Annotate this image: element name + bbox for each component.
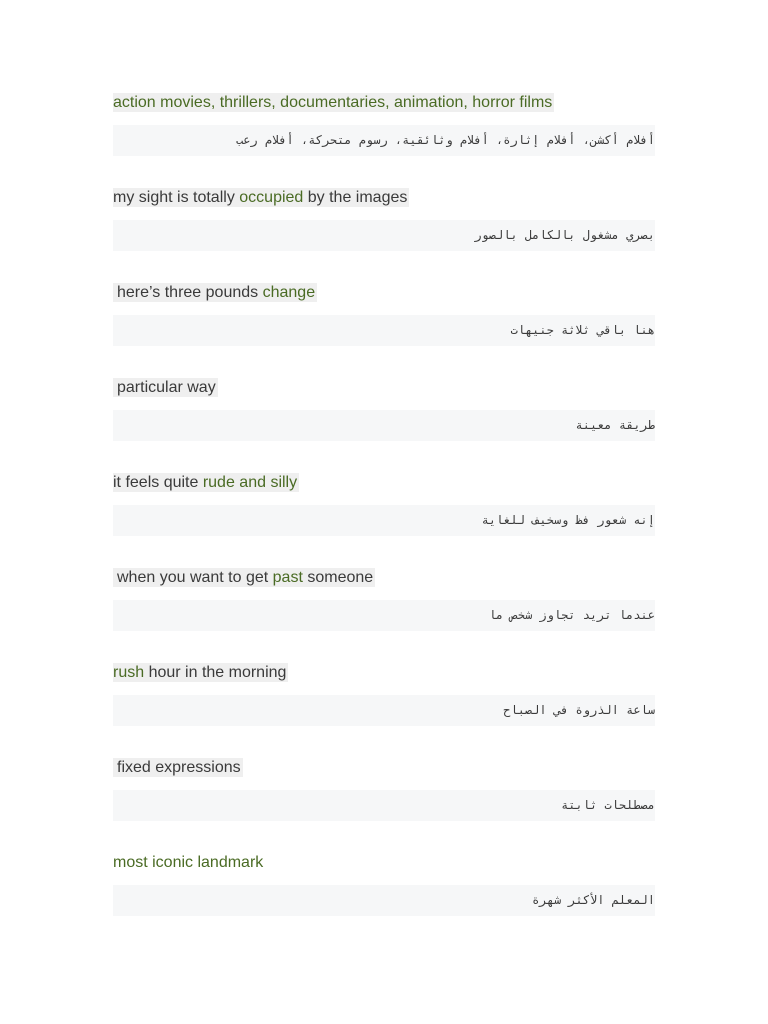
- english-phrase: [113, 660, 655, 688]
- phrase-entry: [113, 90, 655, 185]
- plain-words: my sight is totally: [113, 189, 240, 206]
- english-phrase-text: [113, 568, 375, 587]
- english-phrase: [113, 850, 655, 878]
- plain-words: hour in the morning: [144, 664, 287, 681]
- english-phrase: [113, 565, 655, 593]
- english-phrase-text: [113, 853, 265, 872]
- english-phrase-text: [113, 283, 317, 302]
- english-phrase: [113, 470, 655, 498]
- english-phrase: [113, 90, 655, 118]
- highlighted-words: rush: [113, 664, 145, 681]
- arabic-translation: أفلام أكشن، أفلام إثارة، أفلام وثائقية، رسوم متحركة، أفلام رعب: [113, 125, 655, 156]
- english-phrase: [113, 375, 655, 403]
- plain-words: fixed expressions: [117, 759, 241, 776]
- plain-words: it feels quite: [113, 474, 203, 491]
- phrase-entry: [113, 755, 655, 850]
- phrase-entry: [113, 375, 655, 470]
- phrase-entry: [113, 280, 655, 375]
- arabic-translation: عندما تريد تجاوز شخص ما: [113, 600, 655, 631]
- english-phrase: [113, 755, 655, 783]
- highlighted-words: past: [272, 569, 303, 586]
- english-phrase-text: [113, 758, 243, 777]
- arabic-translation: المعلم الأكثر شهرة: [113, 885, 655, 916]
- english-phrase-text: [113, 188, 409, 207]
- english-phrase: [113, 280, 655, 308]
- plain-words: when you want to get: [117, 569, 273, 586]
- english-phrase: [113, 185, 655, 213]
- english-phrase-text: [113, 93, 554, 112]
- highlighted-words: action movies, thrillers, documentaries, animation, horror films: [113, 94, 553, 111]
- english-phrase-text: [113, 663, 288, 682]
- arabic-translation: بصري مشغول بالكامل بالصور: [113, 220, 655, 251]
- phrase-entry: [113, 850, 655, 945]
- arabic-translation: ساعة الذروة في الصباح: [113, 695, 655, 726]
- english-phrase-text: [113, 378, 218, 397]
- plain-words: particular way: [117, 379, 216, 396]
- phrase-entry: [113, 660, 655, 755]
- plain-words: someone: [302, 569, 374, 586]
- plain-words: by the images: [303, 189, 408, 206]
- arabic-translation: هنا باقي ثلاثة جنيهات: [113, 315, 655, 346]
- arabic-translation: طريقة معينة: [113, 410, 655, 441]
- plain-words: here’s three pounds: [117, 284, 263, 301]
- phrase-entry: [113, 185, 655, 280]
- english-phrase-text: [113, 473, 299, 492]
- arabic-translation: إنه شعور فظ وسخيف للغاية: [113, 505, 655, 536]
- phrase-entry: [113, 470, 655, 565]
- highlighted-words: change: [262, 284, 316, 301]
- phrase-entry: [113, 565, 655, 660]
- phrase-list: [113, 90, 655, 945]
- highlighted-words: occupied: [239, 189, 304, 206]
- highlighted-words: rude and silly: [202, 474, 298, 491]
- arabic-translation: مصطلحات ثابتة: [113, 790, 655, 821]
- highlighted-words: most iconic landmark: [113, 854, 264, 871]
